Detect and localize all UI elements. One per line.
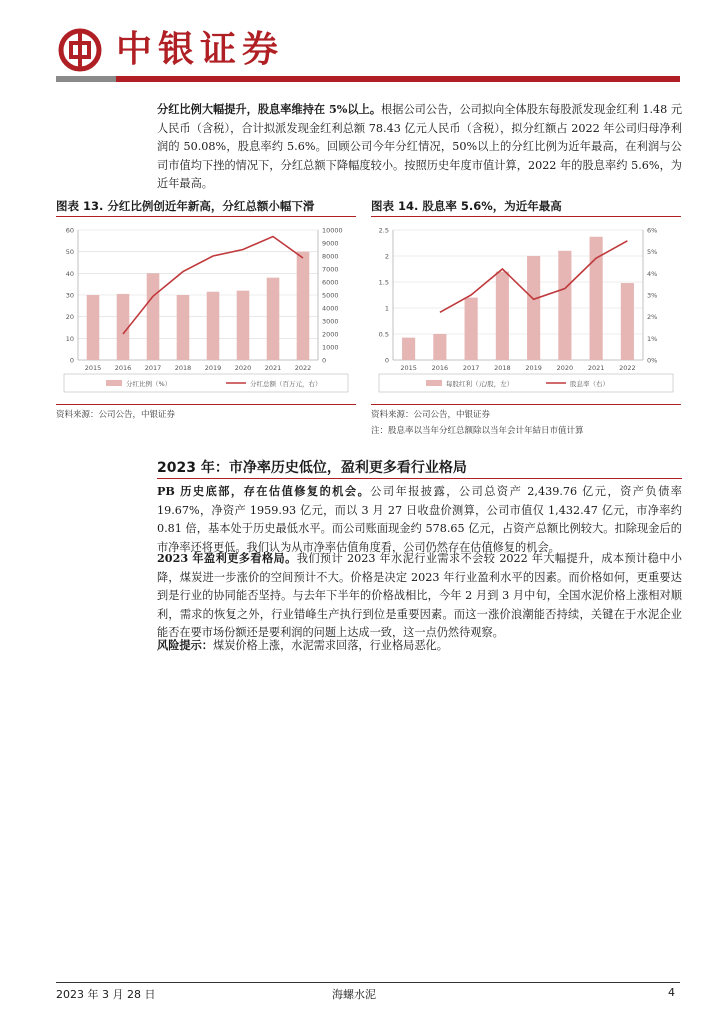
x-tick-label: 2020	[556, 364, 574, 372]
y-right-tick-label: 9000	[322, 239, 339, 248]
pb-paragraph	[157, 482, 682, 557]
y-left-tick-label: 0	[69, 356, 74, 365]
y-right-tick-label: 5000	[322, 291, 339, 300]
y-right-tick-label: 2000	[322, 330, 339, 339]
y-right-tick-label: 3000	[322, 317, 339, 326]
y-left-tick-label: 30	[65, 291, 74, 300]
figure-14-source: 资料来源：公司公告，中银证券	[371, 410, 491, 420]
y-left-tick-label: 50	[65, 248, 74, 257]
y-left-tick-label: 1.5	[378, 278, 389, 287]
figure-13-title-line	[56, 216, 356, 217]
y-right-tick-label: 8000	[322, 252, 339, 261]
y-left-tick-label: 0.5	[378, 330, 389, 339]
y-right-tick-label: 6%	[647, 226, 658, 235]
risk-paragraph	[157, 636, 682, 656]
figure-13-source: 资料来源：公司公告，中银证券	[56, 410, 176, 420]
bar	[87, 295, 100, 360]
y-right-tick-label: 6000	[322, 278, 339, 287]
legend-line-label: 分红总额（百万元，右）	[250, 380, 322, 388]
profit-bold: 2023 年盈利更多看格局。	[157, 551, 297, 565]
x-tick-label: 2022	[294, 364, 312, 372]
x-tick-label: 2017	[462, 364, 480, 372]
bar	[433, 334, 446, 360]
y-right-tick-label: 4%	[647, 269, 658, 278]
x-tick-label: 2016	[114, 364, 132, 372]
y-left-tick-label: 1	[384, 304, 389, 313]
figure-14-note: 注：股息率以当年分红总额除以当年会计年結日市值计算	[371, 426, 584, 436]
bar	[177, 295, 190, 360]
figure-14-title: 图表 14. 股息率 5.6%，为近年最高	[371, 199, 562, 213]
legend-box	[379, 374, 673, 392]
y-left-tick-label: 40	[65, 269, 74, 278]
brand-name: 中银证券	[116, 29, 285, 70]
x-tick-label: 2021	[587, 364, 605, 372]
y-right-tick-label: 4000	[322, 304, 339, 313]
bar	[147, 273, 160, 360]
y-right-tick-label: 1%	[647, 334, 658, 343]
bank-of-china-logo-icon	[58, 28, 102, 72]
bar	[496, 272, 509, 360]
y-left-tick-label: 2.5	[378, 226, 389, 235]
bar	[267, 278, 280, 360]
bar	[465, 298, 478, 360]
legend-bar-label: 每股红利（元/股，左）	[446, 380, 514, 388]
legend-bar-swatch	[106, 380, 122, 386]
y-right-tick-label: 7000	[322, 265, 339, 274]
figure-13-bottom-line	[56, 404, 356, 405]
header-bar	[56, 76, 680, 82]
risk-bold: 风险提示：	[157, 638, 213, 652]
x-tick-label: 2022	[619, 364, 636, 372]
y-right-tick-label: 0	[322, 356, 327, 365]
x-tick-label: 2016	[431, 364, 449, 372]
legend-line-label: 股息率（右）	[570, 380, 609, 388]
legend-bar-swatch	[426, 380, 442, 386]
x-tick-label: 2017	[144, 364, 162, 372]
bar	[558, 251, 571, 360]
figure-14-chart	[371, 218, 681, 402]
footer-line	[56, 982, 680, 983]
intro-text: 根据公司公告，公司拟向全体股东每股派发现金红利 1.48 元人民币（含税），合计拟派发现金红利总额 78.43 亿元人民币（含税），拟分红额占 2022 年公司归母净利润的 50.08%，股息率约 5.6%。回顾公司今年分红情况，50%以上的分红比例为近年最高，在利润与公司市值均下挫的情况下，分红总额下降幅度较小。按照历史年度市值计算，2022 年的股息率约 5.6%，为近年最高。	[157, 103, 683, 190]
bar	[402, 338, 415, 360]
bar	[117, 294, 130, 360]
figure-14-bottom-line	[371, 404, 681, 405]
profit-paragraph	[157, 549, 682, 643]
y-left-tick-label: 60	[65, 226, 74, 235]
footer-company: 海螺水泥	[332, 988, 376, 1001]
pb-bold: PB 历史底部，存在估值修复的机会。	[157, 484, 371, 498]
legend-bar-label: 分红比例（%）	[126, 380, 172, 388]
y-right-tick-label: 5%	[647, 248, 658, 257]
y-right-tick-label: 2%	[647, 313, 658, 322]
bar	[621, 283, 634, 360]
page-header	[56, 24, 680, 82]
x-tick-label: 2019	[525, 364, 542, 372]
x-tick-label: 2018	[494, 364, 511, 372]
y-left-tick-label: 10	[65, 334, 74, 343]
intro-paragraph	[157, 100, 682, 194]
x-tick-label: 2019	[204, 364, 222, 372]
y-right-tick-label: 1000	[322, 343, 339, 352]
x-tick-label: 2020	[234, 364, 252, 372]
risk-text: 煤炭价格上涨，水泥需求回落，行业格局恶化。	[212, 639, 448, 652]
profit-text: 我们预计 2023 年水泥行业需求不会较 2022 年大幅提升，成本预计稳中小降，煤炭进一步涨价的空间预计不大。价格是决定 2023 年行业盈利水平的因素。而价格如何，更重要达到是行业的协同能否坚持。与去年下半年的价格战相比，今年 2 月到 3 月中旬，全国水泥价格上涨相对顺利，需求的恢复之外，行业错峰生产执行到位是重要因素。而这一涨价浪潮能否持续，关键在于水泥企业能否在要市场份额还是要利润的问题上达成一致，这一点仍然待观察。	[157, 552, 682, 639]
x-tick-label: 2015	[400, 364, 417, 372]
intro-bold: 分红比例大幅提升，股息率维持在 5%以上。	[157, 102, 382, 116]
x-tick-label: 2021	[264, 364, 282, 372]
y-left-tick-label: 0	[384, 356, 389, 365]
pb-text: 公司年报披露，公司总资产 2,439.76 亿元，资产负债率 19.67%，净资产 1959.93 亿元，而以 3 月 27 日收盘价测算，公司市值仅 1,432.47 亿元，市净率约 0.81 倍，基本处于历史最低水平。而公司账面现金约 578.65 亿元，占资产总额比例较大。扣除现金后的市净率还将更低。我们认为从市净率估值角度看，公司仍然存在估值修复的机会。	[157, 485, 682, 554]
figure-13-title: 图表 13. 分红比例创近年新高，分红总额小幅下滑	[56, 199, 315, 213]
x-tick-label: 2015	[84, 364, 102, 372]
bar	[297, 252, 310, 360]
section-title: 2023 年：市净率历史低位，盈利更多看行业格局	[157, 460, 467, 476]
figure-14-title-line	[371, 216, 681, 217]
bar	[527, 256, 540, 360]
y-left-tick-label: 2	[384, 252, 389, 261]
x-tick-label: 2018	[174, 364, 192, 372]
footer-date: 2023 年 3 月 28 日	[56, 988, 156, 1001]
footer-page-number: 4	[668, 986, 675, 999]
bar	[207, 292, 220, 360]
y-right-tick-label: 0%	[647, 356, 658, 365]
header-bar-accent	[56, 76, 116, 82]
bar	[237, 291, 250, 360]
y-right-tick-label: 10000	[322, 226, 343, 235]
figure-13-chart	[56, 218, 356, 402]
y-right-tick-label: 3%	[647, 291, 658, 300]
section-title-line	[157, 478, 682, 479]
y-left-tick-label: 20	[65, 313, 74, 322]
